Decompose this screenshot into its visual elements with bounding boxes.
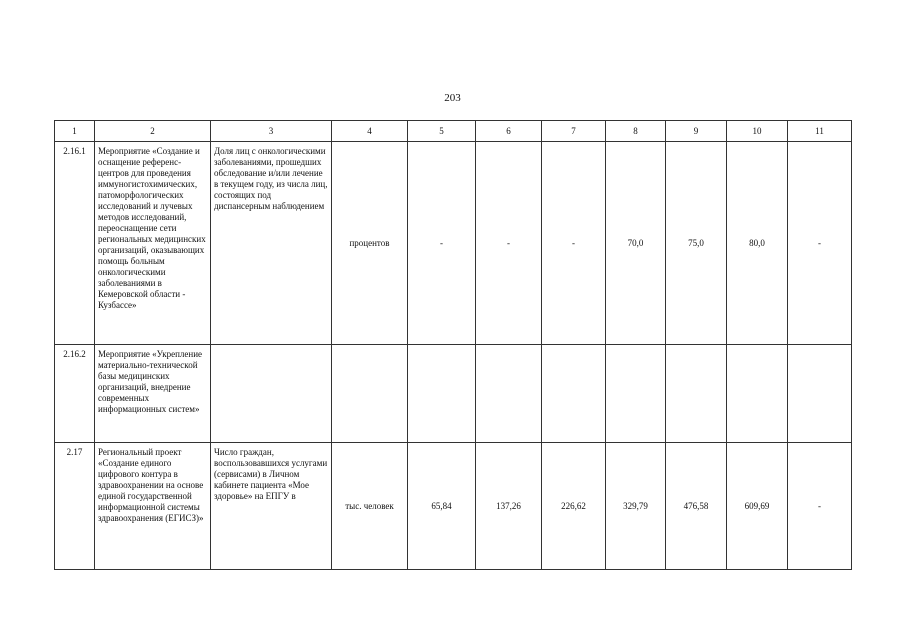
indicators-table (54, 120, 852, 570)
row-name: Региональный проект «Создание единого цифрового контура в здравоохранении на основе единой государственной информационной системы здравоохранения (ЕГИСЗ)» (95, 443, 211, 570)
column-header: 5 (408, 121, 476, 142)
page-number: 203 (444, 92, 461, 104)
row-indicator (211, 345, 332, 443)
table-row (55, 142, 852, 345)
row-value: - (542, 142, 606, 345)
row-number: 2.16.1 (55, 142, 95, 345)
row-value: 65,84 (408, 443, 476, 570)
row-value: 329,79 (606, 443, 666, 570)
column-header: 11 (788, 121, 852, 142)
row-value: - (788, 142, 852, 345)
row-value (408, 345, 476, 443)
table-row (55, 345, 852, 443)
column-header: 2 (95, 121, 211, 142)
column-header: 3 (211, 121, 332, 142)
row-value: 137,26 (476, 443, 542, 570)
column-header: 7 (542, 121, 606, 142)
row-value: 75,0 (666, 142, 727, 345)
row-value: 609,69 (727, 443, 788, 570)
row-indicator: Доля лиц с онкологическими заболеваниями, прошедших обследование и/или лечение в текущем году, из числа лиц, состоящих под диспансерным наблюдением (211, 142, 332, 345)
row-unit: процентов (332, 142, 408, 345)
row-value (542, 345, 606, 443)
row-number: 2.16.2 (55, 345, 95, 443)
row-value (727, 345, 788, 443)
column-header: 4 (332, 121, 408, 142)
row-value: 70,0 (606, 142, 666, 345)
row-value: - (476, 142, 542, 345)
column-header: 10 (727, 121, 788, 142)
row-name: Мероприятие «Создание и оснащение референс-центров для проведения иммуногистохимических, патоморфологических исследований и лучевых методов исследований, переоснащение сети региональных медицинских организаций, оказывающих помощь больным онкологическими заболеваниями в Кемеровской области - Кузбассе» (95, 142, 211, 345)
row-indicator: Число граждан, воспользовавшихся услугами (сервисами) в Личном кабинете пациента «Мое здоровье» на ЕПГУ в (211, 443, 332, 570)
table-row (55, 443, 852, 570)
column-header: 9 (666, 121, 727, 142)
column-header: 1 (55, 121, 95, 142)
row-value (606, 345, 666, 443)
row-value: 80,0 (727, 142, 788, 345)
row-name: Мероприятие «Укрепление материально-технической базы медицинских организаций, внедрение современных информационных систем» (95, 345, 211, 443)
row-unit: тыс. человек (332, 443, 408, 570)
row-unit (332, 345, 408, 443)
row-value: - (788, 443, 852, 570)
row-value (788, 345, 852, 443)
row-value (666, 345, 727, 443)
row-value: 226,62 (542, 443, 606, 570)
column-header: 6 (476, 121, 542, 142)
row-value: 476,58 (666, 443, 727, 570)
row-number: 2.17 (55, 443, 95, 570)
column-header: 8 (606, 121, 666, 142)
row-value: - (408, 142, 476, 345)
row-value (476, 345, 542, 443)
header-row (55, 121, 852, 142)
